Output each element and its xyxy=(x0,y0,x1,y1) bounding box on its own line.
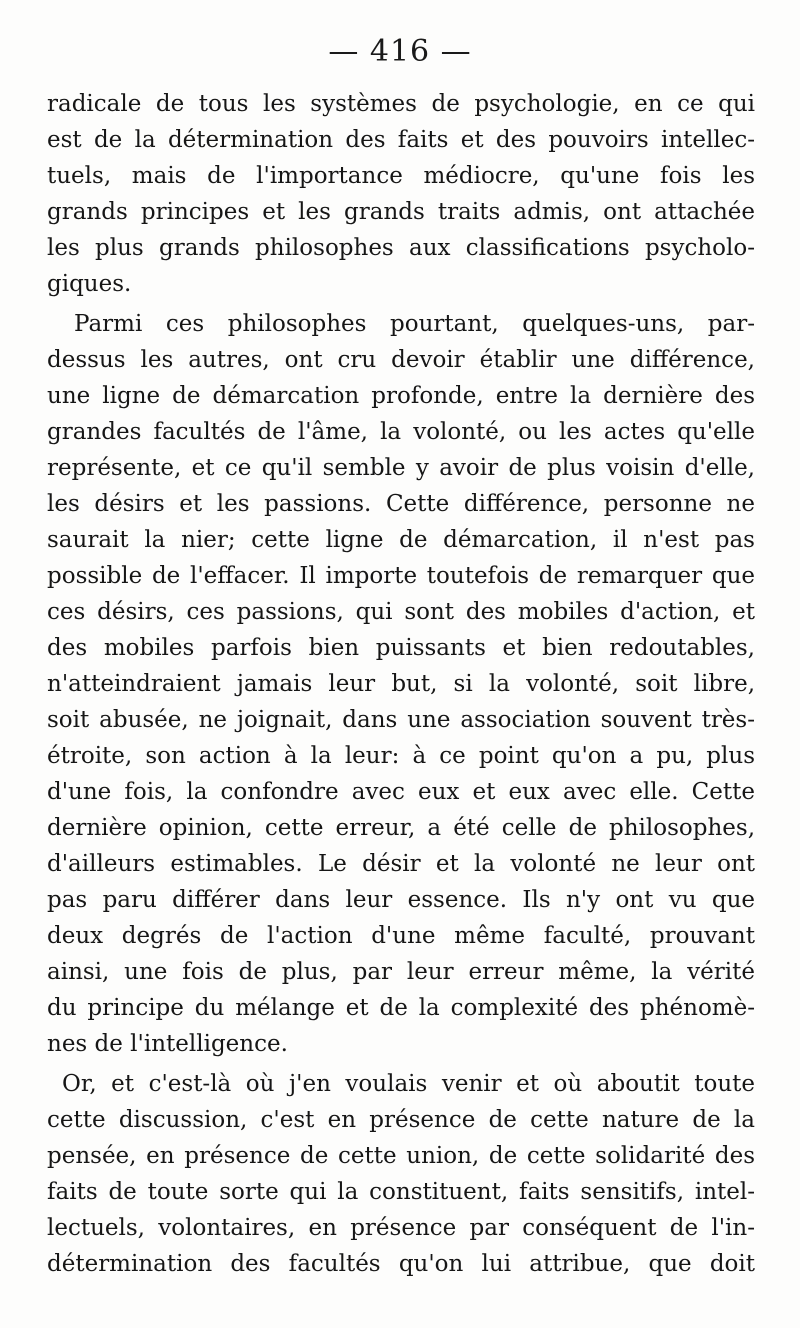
text-line-31: faits de toute sorte qui la constituent, faits sensitifs, intel- xyxy=(47,1179,755,1205)
text-line-16: des mobiles parfois bien puissants et bien redoutables, xyxy=(47,635,755,661)
text-line-14: possible de l'effacer. Il importe toutefois de remarquer que xyxy=(47,563,755,589)
text-line-12: les désirs et les passions. Cette différence, personne ne xyxy=(47,491,755,517)
text-line-19: étroite, son action à la leur: à ce point qu'on a pu, plus xyxy=(47,743,755,769)
text-line-29: cette discussion, c'est en présence de cette nature de la xyxy=(47,1107,755,1133)
text-line-3: tuels, mais de l'importance médiocre, qu'une fois les xyxy=(47,163,755,189)
text-line-18: soit abusée, ne joignait, dans une association souvent très- xyxy=(47,707,755,733)
text-line-33: détermination des facultés qu'on lui attribue, que doit xyxy=(47,1251,755,1277)
text-line-10: grandes facultés de l'âme, la volonté, ou les actes qu'elle xyxy=(47,419,755,445)
text-line-28: Or, et c'est-là où j'en voulais venir et où aboutit toute xyxy=(62,1071,755,1097)
text-line-2: est de la détermination des faits et des pouvoirs intellec- xyxy=(47,127,755,153)
text-line-26: du principe du mélange et de la complexité des phénomè- xyxy=(47,995,755,1021)
text-line-11: représente, et ce qu'il semble y avoir de plus voisin d'elle, xyxy=(47,455,755,481)
text-line-6: giques. xyxy=(47,271,132,297)
text-line-25: ainsi, une fois de plus, par leur erreur même, la vérité xyxy=(47,959,755,985)
text-line-24: deux degrés de l'action d'une même faculté, prouvant xyxy=(47,923,755,949)
text-line-4: grands principes et les grands traits admis, ont attachée xyxy=(47,199,755,225)
text-line-27: nes de l'intelligence. xyxy=(47,1031,288,1057)
page-number: — 416 — xyxy=(328,34,472,69)
text-line-8: dessus les autres, ont cru devoir établir une différence, xyxy=(47,347,755,373)
text-line-32: lectuels, volontaires, en présence par conséquent de l'in- xyxy=(47,1215,755,1241)
text-line-7: Parmi ces philosophes pourtant, quelques-uns, par- xyxy=(74,311,755,337)
text-line-22: d'ailleurs estimables. Le désir et la volonté ne leur ont xyxy=(47,851,755,877)
text-line-13: saurait la nier; cette ligne de démarcation, il n'est pas xyxy=(47,527,755,553)
text-line-20: d'une fois, la confondre avec eux et eux avec elle. Cette xyxy=(47,779,755,805)
text-line-15: ces désirs, ces passions, qui sont des mobiles d'action, et xyxy=(47,599,755,625)
text-line-5: les plus grands philosophes aux classifications psycholo- xyxy=(47,235,755,261)
text-line-17: n'atteindraient jamais leur but, si la volonté, soit libre, xyxy=(47,671,755,697)
text-line-1: radicale de tous les systèmes de psychologie, en ce qui xyxy=(47,91,755,117)
text-line-23: pas paru différer dans leur essence. Ils n'y ont vu que xyxy=(47,887,755,913)
text-line-9: une ligne de démarcation profonde, entre la dernière des xyxy=(47,383,755,409)
text-line-21: dernière opinion, cette erreur, a été celle de philosophes, xyxy=(47,815,755,841)
text-line-30: pensée, en présence de cette union, de cette solidarité des xyxy=(47,1143,755,1169)
